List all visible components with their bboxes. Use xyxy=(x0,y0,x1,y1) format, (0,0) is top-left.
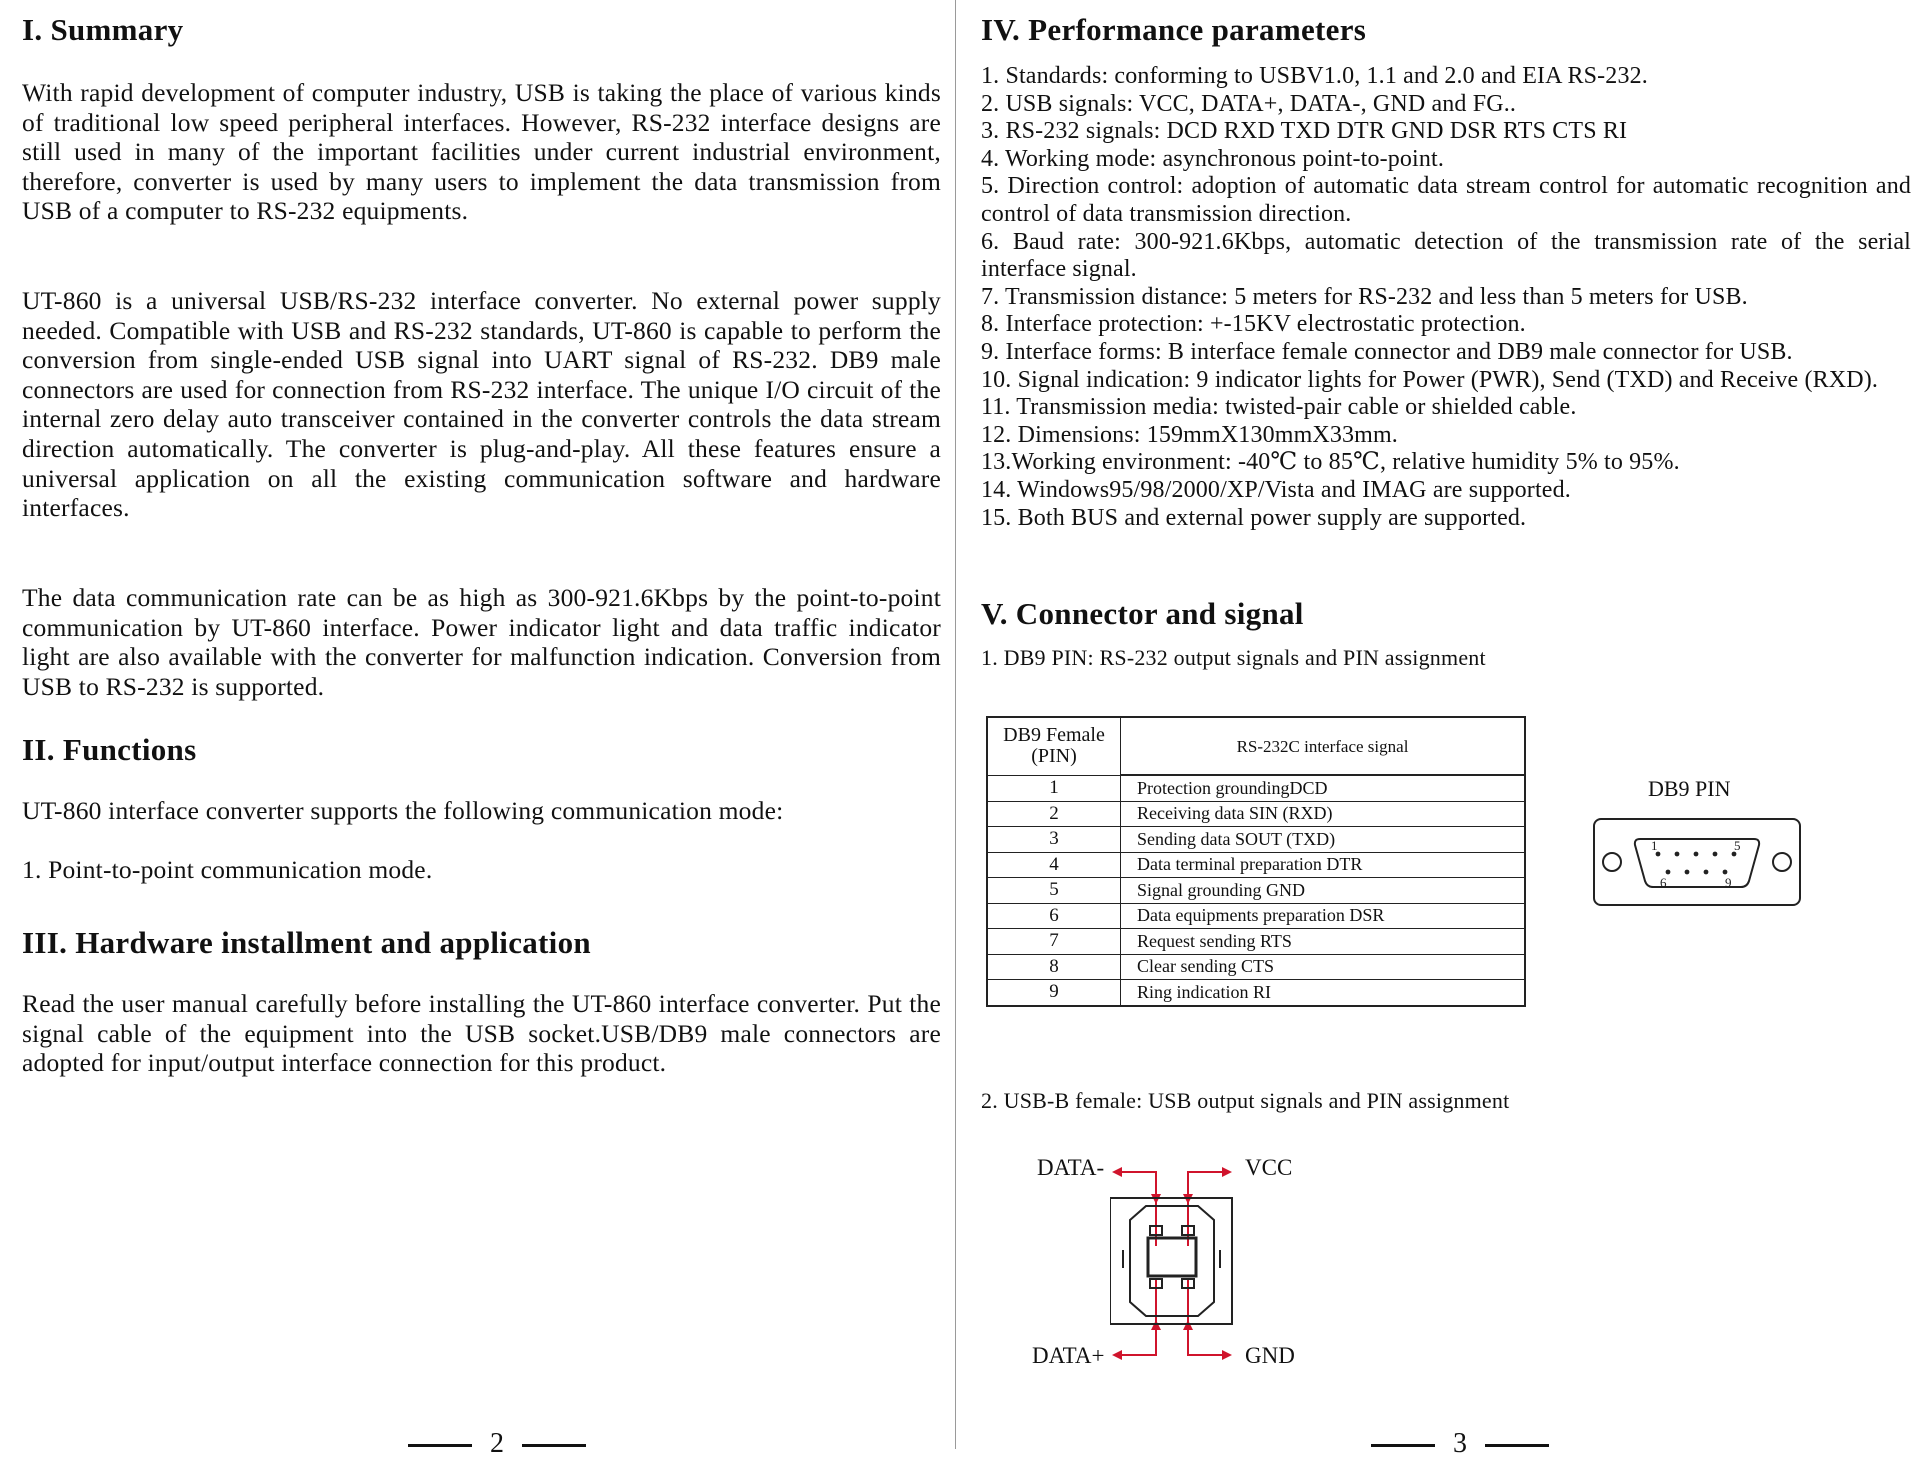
footer-bar xyxy=(408,1444,472,1447)
usb-arrows xyxy=(1120,1172,1224,1355)
signal-cell: Protection groundingDCD xyxy=(1121,775,1526,801)
usb-label-data-plus: DATA+ xyxy=(1032,1343,1105,1368)
performance-list xyxy=(981,63,1911,532)
usb-b-connector-figure xyxy=(1110,1160,1260,1385)
signal-cell: Ring indication RI xyxy=(1121,980,1526,1006)
table-row xyxy=(987,827,1525,853)
table-row xyxy=(987,852,1525,878)
performance-title: IV. Performance parameters xyxy=(981,12,1367,47)
table-row xyxy=(987,954,1525,980)
table-row xyxy=(987,980,1525,1006)
usb-label-vcc: VCC xyxy=(1245,1155,1293,1180)
page-number-right xyxy=(1353,1428,1567,1460)
performance-item: 3. RS-232 signals: DCD RXD TXD DTR GND DSR RTS CTS RI xyxy=(981,118,1628,145)
functions-item-1: 1. Point-to-point communication mode. xyxy=(22,855,433,884)
usb-subtitle: 2. USB-B female: USB output signals and PIN assignment xyxy=(981,1088,1510,1113)
performance-item: 11. Transmission media: twisted-pair cable or shielded cable. xyxy=(981,394,1577,421)
hardware-paragraph: Read the user manual carefully before installing the UT-860 interface converter. Put the signal cable of the equipment into the USB socket.USB/DB9 male connectors are adopted for input/output interface connection for this product. xyxy=(22,989,941,1078)
db9-pin-1-label: 1 xyxy=(1651,838,1658,853)
table-row xyxy=(987,929,1525,955)
performance-item: 12. Dimensions: 159mmX130mmX33mm. xyxy=(981,421,1398,448)
table-header-signal: RS-232C interface signal xyxy=(1121,717,1526,775)
usb-b-connector-icon xyxy=(1110,1160,1260,1380)
right-page xyxy=(956,0,1923,1459)
hardware-title: III. Hardware installment and application xyxy=(22,925,591,960)
functions-title: II. Functions xyxy=(22,732,197,767)
performance-item: 5. Direction control: adoption of automatic data stream control for automatic recognition and control of data transmission direction. xyxy=(981,173,1911,227)
db9-subtitle: 1. DB9 PIN: RS-232 output signals and PIN assignment xyxy=(981,645,1486,670)
pin-cell: 6 xyxy=(987,903,1121,929)
db9-connector-icon xyxy=(1592,817,1804,909)
summary-title: I. Summary xyxy=(22,12,184,47)
table-row xyxy=(987,903,1525,929)
pin-cell: 8 xyxy=(987,954,1121,980)
table-row xyxy=(987,878,1525,904)
summary-paragraph-1: With rapid development of computer industry, USB is taking the place of various kinds of traditional low speed peripheral interfaces. However, RS-232 interface designs are still used in many of the important facilities under current industrial environment, therefore, converter is used by many users to implement the data transmission from USB of a computer to RS-232 equipments. xyxy=(22,78,941,226)
performance-item: 13.Working environment: -40℃ to 85℃, relative humidity 5% to 95%. xyxy=(981,449,1680,476)
footer-bar xyxy=(1371,1444,1435,1447)
page-number-text: 3 xyxy=(1453,1428,1467,1459)
performance-item: 4. Working mode: asynchronous point-to-point. xyxy=(981,145,1444,172)
performance-item: 6. Baud rate: 300-921.6Kbps, automatic detection of the transmission rate of the serial interface signal. xyxy=(981,228,1911,283)
db9-pin-9-label: 9 xyxy=(1725,875,1732,890)
performance-item: 10. Signal indication: 9 indicator lights for Power (PWR), Send (TXD) and Receive (RXD). xyxy=(981,366,1879,393)
db9-connector-figure xyxy=(1592,817,1804,914)
left-page xyxy=(0,0,955,1459)
signal-cell: Data equipments preparation DSR xyxy=(1121,903,1526,929)
signal-cell: Request sending RTS xyxy=(1121,929,1526,955)
pin-cell: 9 xyxy=(987,980,1121,1006)
summary-paragraph-3: The data communication rate can be as high as 300-921.6Kbps by the point-to-point communication by UT-860 interface. Power indicator light and data traffic indicator light are also available with the converter for malfunction indication. Conversion from USB to RS-232 is supported. xyxy=(22,583,941,701)
signal-cell: Data terminal preparation DTR xyxy=(1121,852,1526,878)
pin-cell: 7 xyxy=(987,929,1121,955)
performance-item: 7. Transmission distance: 5 meters for RS-232 and less than 5 meters for USB. xyxy=(981,283,1748,310)
performance-item: 14. Windows95/98/2000/XP/Vista and IMAG are supported. xyxy=(981,476,1571,503)
footer-bar xyxy=(522,1444,586,1447)
usb-label-gnd: GND xyxy=(1245,1343,1295,1368)
usb-label-data-minus: DATA- xyxy=(1037,1155,1105,1180)
page-number-text: 2 xyxy=(490,1428,504,1459)
signal-cell: Sending data SOUT (TXD) xyxy=(1121,827,1526,853)
performance-item: 1. Standards: conforming to USBV1.0, 1.1 and 2.0 and EIA RS-232. xyxy=(981,63,1648,89)
signal-cell: Receiving data SIN (RXD) xyxy=(1121,801,1526,827)
signal-cell: Signal grounding GND xyxy=(1121,878,1526,904)
db9-pin-6-label: 6 xyxy=(1660,875,1667,890)
pin-cell: 5 xyxy=(987,878,1121,904)
performance-item: 9. Interface forms: B interface female connector and DB9 male connector for USB. xyxy=(981,338,1793,365)
pin-cell: 1 xyxy=(987,775,1121,801)
signal-cell: Clear sending CTS xyxy=(1121,954,1526,980)
performance-item: 2. USB signals: VCC, DATA+, DATA-, GND and FG.. xyxy=(981,90,1516,117)
table-header-pin: DB9 Female (PIN) xyxy=(987,717,1121,775)
table-row xyxy=(987,801,1525,827)
performance-item: 15. Both BUS and external power supply are supported. xyxy=(981,504,1527,531)
db9-pin-table xyxy=(986,716,1526,1007)
summary-paragraph-2: UT-860 is a universal USB/RS-232 interface converter. No external power supply needed. Compatible with USB and RS-232 standards, UT-860 is capable to perform the conversion from single-ended USB signal into UART signal of RS-232. DB9 male connectors are used for connection from RS-232 interface. The unique I/O circuit of the internal zero delay auto transceiver contained in the converter controls the data stream direction automatically. The converter is plug-and-play. All these features ensure a universal application on all the existing communication software and hardware interfaces. xyxy=(22,286,941,523)
table-row xyxy=(987,775,1525,801)
db9-pin-5-label: 5 xyxy=(1734,838,1741,853)
page-number-left xyxy=(390,1428,604,1460)
db9-figure-label: DB9 PIN xyxy=(1648,776,1731,801)
functions-intro: UT-860 interface converter supports the following communication mode: xyxy=(22,796,784,825)
pin-cell: 2 xyxy=(987,801,1121,827)
footer-bar xyxy=(1485,1444,1549,1447)
connector-title: V. Connector and signal xyxy=(981,596,1304,631)
pin-cell: 4 xyxy=(987,852,1121,878)
performance-item: 8. Interface protection: +-15KV electrostatic protection. xyxy=(981,311,1526,338)
pin-cell: 3 xyxy=(987,827,1121,853)
